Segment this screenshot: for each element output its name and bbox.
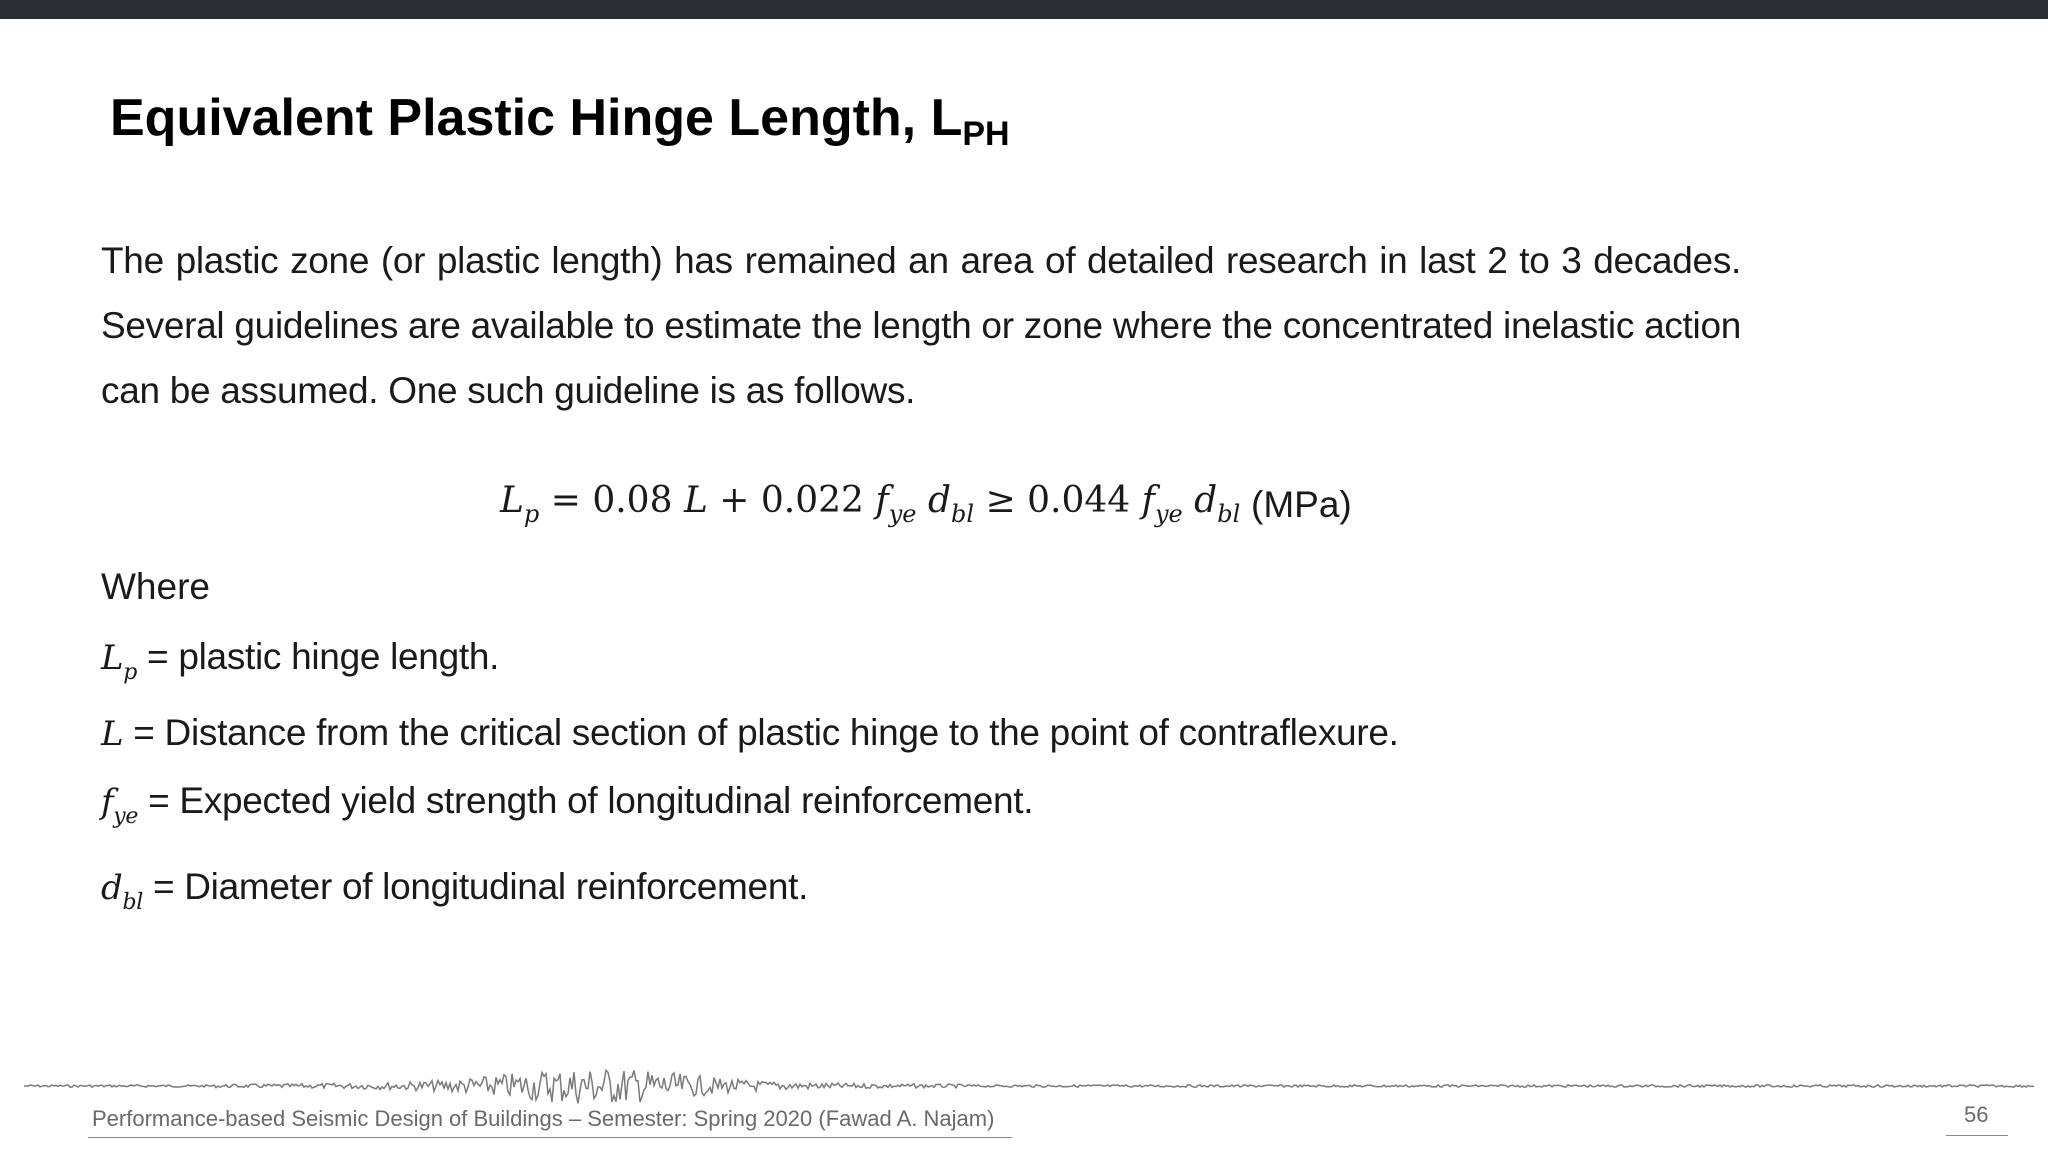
definition-item-l	[101, 712, 1399, 754]
plastic-hinge-equation	[500, 480, 1240, 528]
footer-course-text: Performance-based Seismic Design of Buildings – Semester: Spring 2020 (Fawad A. Najam)	[92, 1106, 995, 1131]
definition-symbol: $d_{bl}$	[101, 868, 143, 915]
eq-f1-sub: ye	[888, 500, 917, 528]
seismic-wave-divider	[24, 1064, 2034, 1108]
definition-text: = Distance from the critical section of plastic hinge to the point of contraflexure.	[123, 712, 1399, 753]
eq-l-symbol: L	[683, 480, 708, 521]
eq-d1-sub: bl	[951, 500, 975, 528]
eq-d2-sub: bl	[1217, 500, 1241, 528]
eq-f2-symbol: f	[1141, 480, 1155, 521]
eq-lhs-symbol: L	[500, 480, 524, 521]
definition-symbol: $L_p$	[101, 638, 138, 685]
eq-part3: ≥ 0.044	[974, 480, 1142, 521]
definition-text: = Expected yield strength of longitudinal reinforcement.	[138, 780, 1034, 821]
definition-item-dbl	[101, 866, 808, 915]
definition-symbol: $f_{ye}$	[101, 782, 139, 829]
slide-title	[110, 88, 1010, 154]
definition-item-fye	[101, 780, 1033, 829]
eq-d2-symbol: d	[1194, 480, 1218, 521]
definition-symbol: L	[101, 714, 124, 754]
top-bar	[0, 0, 2048, 19]
eq-part1: = 0.08	[539, 480, 684, 521]
page-number: 56	[1964, 1102, 1989, 1127]
definition-text: = Diameter of longitudinal reinforcement.	[143, 866, 809, 907]
page-number-underline	[1946, 1135, 2008, 1136]
equation-unit: (MPa)	[1251, 484, 1352, 525]
definition-item-lp	[101, 636, 499, 685]
eq-part2: + 0.022	[707, 480, 876, 521]
slide-title-main: Equivalent Plastic Hinge Length, L	[110, 89, 963, 147]
eq-lhs-sub: p	[523, 500, 540, 528]
eq-f2-sub: ye	[1154, 500, 1183, 528]
where-label: Where	[101, 566, 210, 607]
eq-d1-symbol: d	[927, 480, 951, 521]
definition-text: = plastic hinge length.	[137, 636, 500, 677]
eq-f1-symbol: f	[875, 480, 889, 521]
footer-underline	[88, 1137, 1012, 1138]
intro-paragraph: The plastic zone (or plastic length) has remained an area of detailed research in last 2 to 3 decades. Several guidelines are available to estimate the length or zone where the concentrated inelastic action can be assumed. One such guideline is as follows.	[101, 240, 1741, 411]
slide-title-subscript: PH	[962, 115, 1010, 153]
